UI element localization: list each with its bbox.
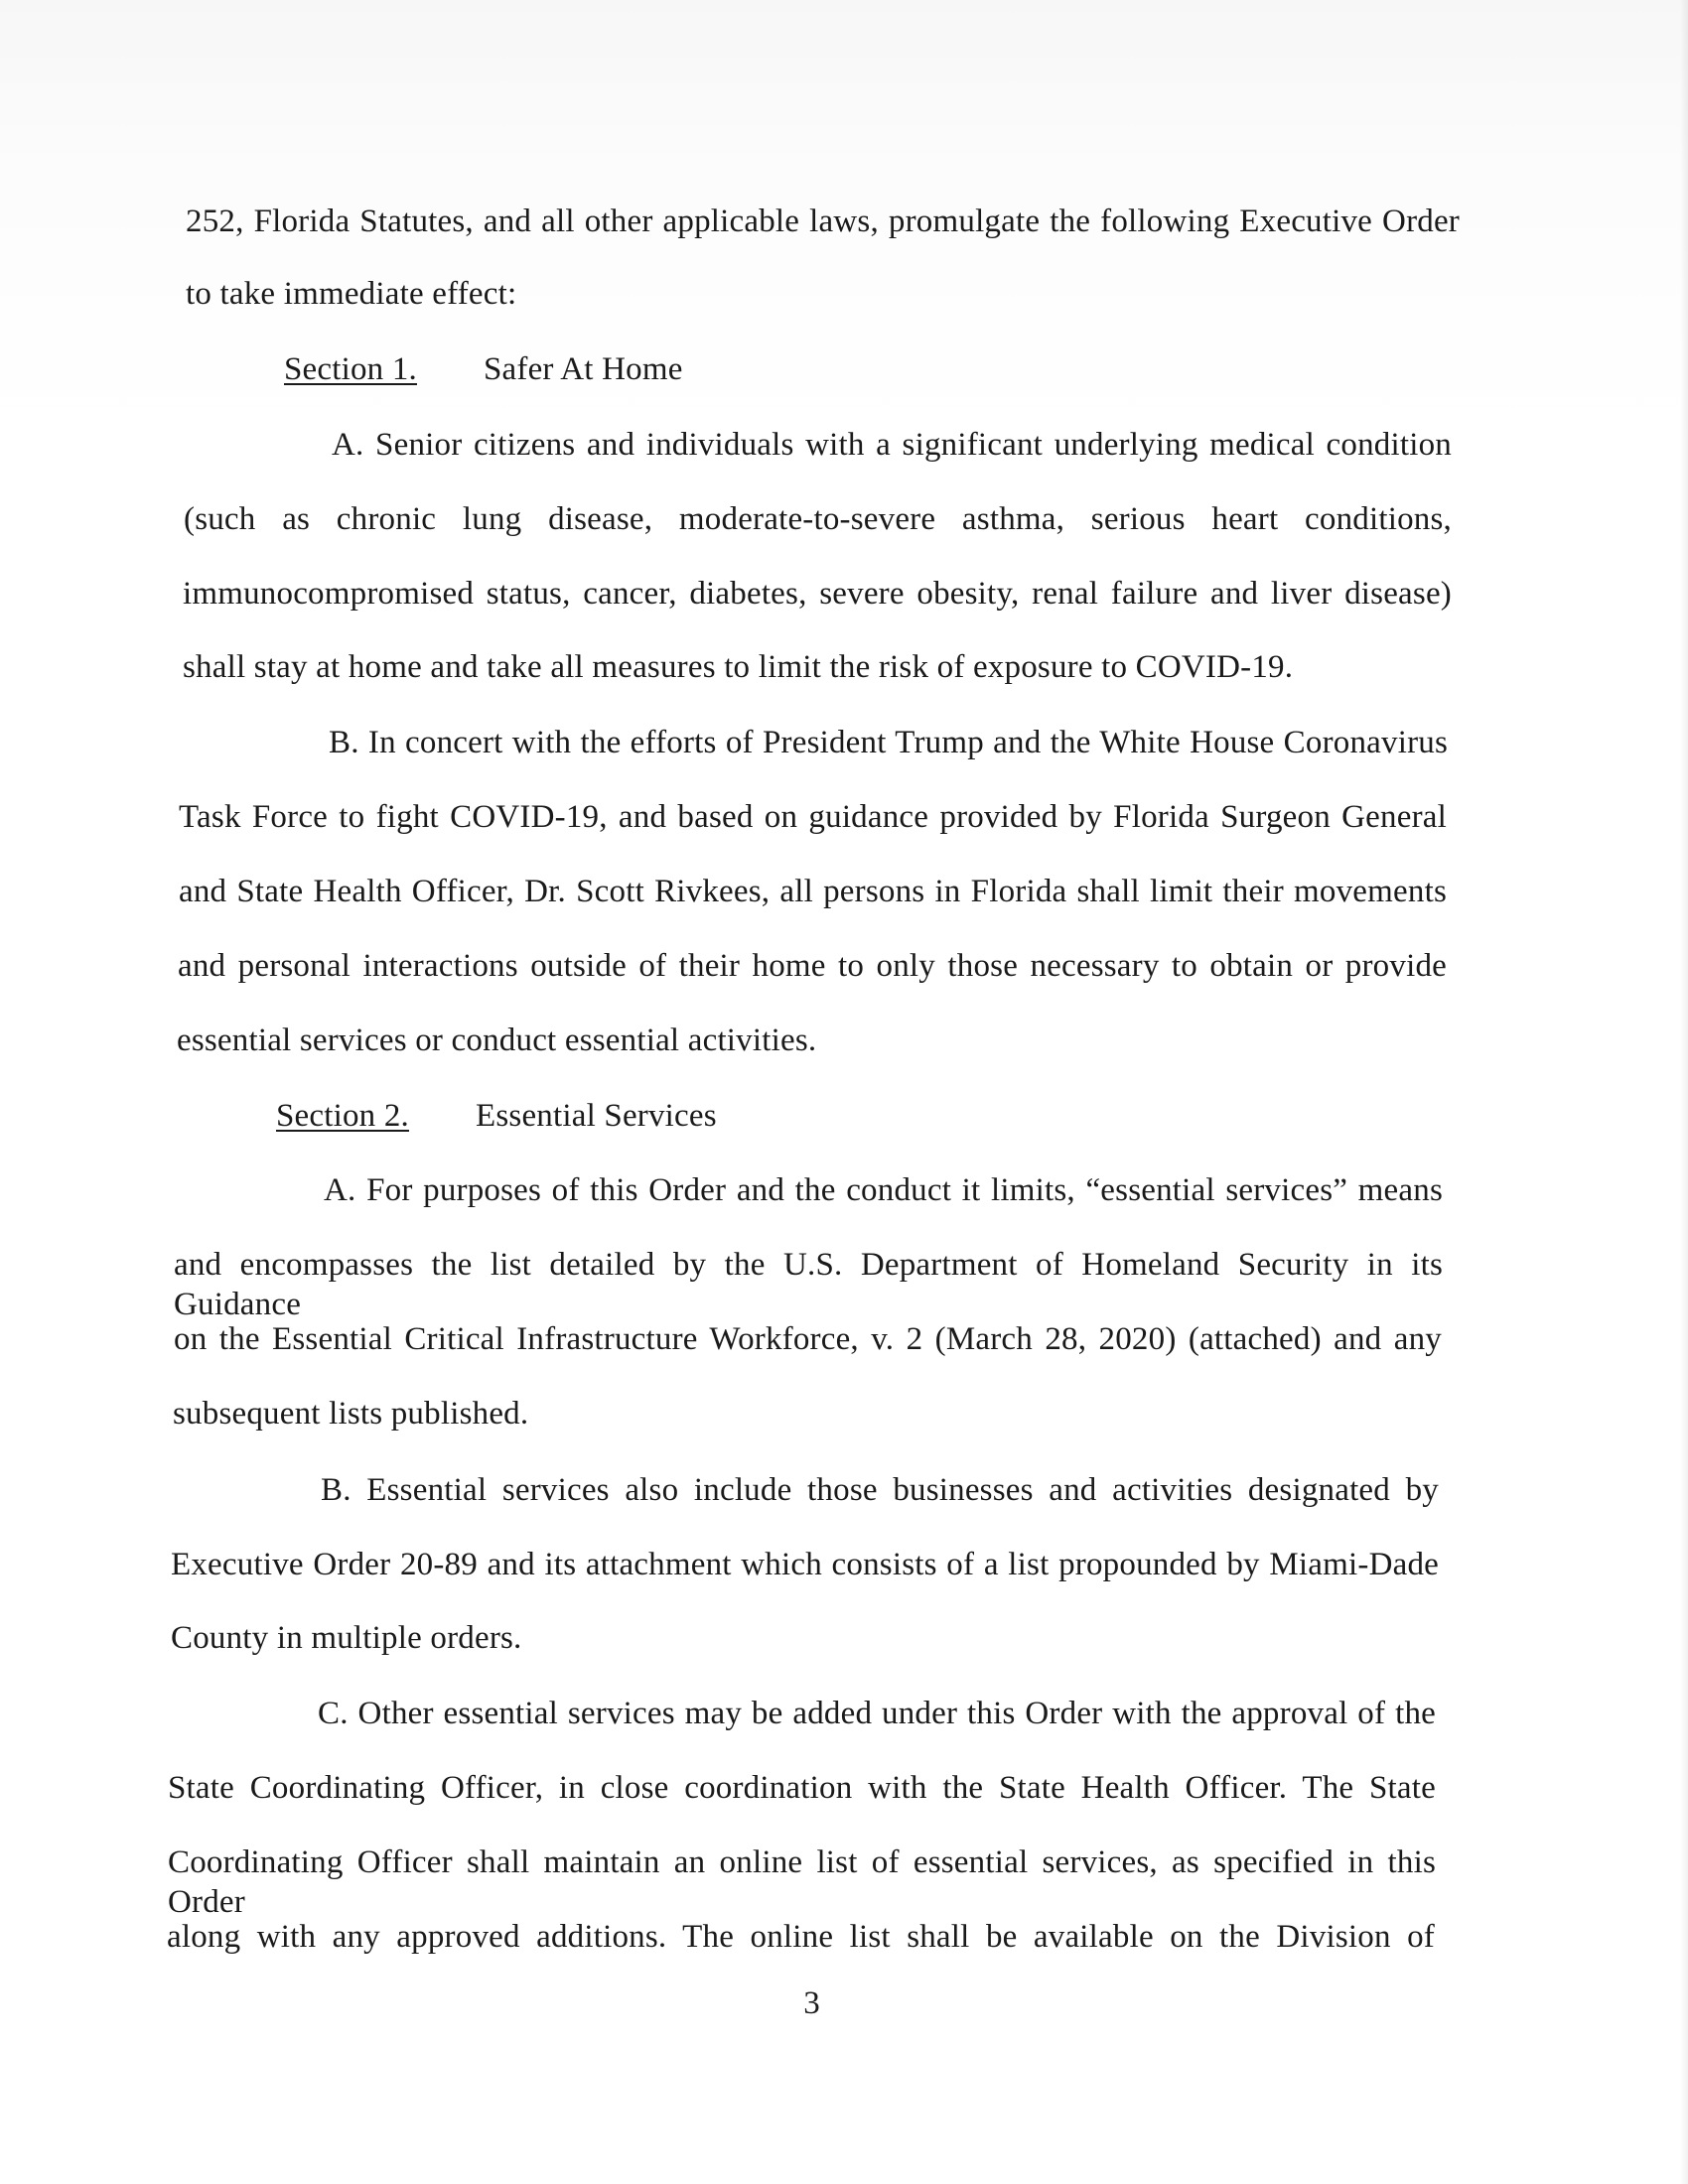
section-1-title: Safer At Home <box>484 351 683 387</box>
text-line: County in multiple orders. <box>171 1620 522 1656</box>
text-line: shall stay at home and take all measures to limit the risk of exposure to COVID-19. <box>183 649 1294 685</box>
text-line: to take immediate effect: <box>186 276 517 312</box>
text-line: and State Health Officer, Dr. Scott Rivkees, all persons in Florida shall limit their movements <box>179 874 1447 909</box>
text-line: subsequent lists published. <box>173 1396 529 1432</box>
text-line: Task Force to fight COVID-19, and based on guidance provided by Florida Surgeon General <box>179 799 1447 835</box>
text-line: A. For purposes of this Order and the conduct it limits, “essential services” means <box>324 1172 1443 1208</box>
text-line: Coordinating Officer shall maintain an online list of essential services, as specified in this Order <box>168 1844 1436 1920</box>
text-line: B. In concert with the efforts of President Trump and the White House Coronavirus <box>329 725 1448 760</box>
text-line: and encompasses the list detailed by the U.S. Department of Homeland Security in its Guidance <box>174 1247 1443 1322</box>
section-2-title: Essential Services <box>476 1098 717 1134</box>
text-line: B. Essential services also include those businesses and activities designated by <box>321 1472 1439 1508</box>
section-2-label: Section 2. <box>276 1098 409 1134</box>
text-line: Executive Order 20-89 and its attachment which consists of a list propounded by Miami-Dade <box>171 1547 1439 1582</box>
text-line: State Coordinating Officer, in close coordination with the State Health Officer. The State <box>168 1770 1436 1806</box>
text-line: (such as chronic lung disease, moderate-to-severe asthma, serious heart conditions, <box>184 501 1452 537</box>
text-line: C. Other essential services may be added under this Order with the approval of the <box>318 1696 1436 1731</box>
text-line: 252, Florida Statutes, and all other applicable laws, promulgate the following Executive Order <box>186 204 1460 239</box>
page-edge-shadow <box>1680 0 1688 2184</box>
text-line: along with any approved additions. The online list shall be available on the Division of <box>167 1919 1435 1955</box>
text-line: immunocompromised status, cancer, diabetes, severe obesity, renal failure and liver disease) <box>183 576 1452 612</box>
text-line: and personal interactions outside of their home to only those necessary to obtain or provide <box>178 948 1447 984</box>
text-line: A. Senior citizens and individuals with a significant underlying medical condition <box>332 427 1452 463</box>
section-1-label: Section 1. <box>284 351 417 387</box>
page-number: 3 <box>803 1985 820 2021</box>
text-line: essential services or conduct essential activities. <box>177 1023 817 1058</box>
text-line: on the Essential Critical Infrastructure Workforce, v. 2 (March 28, 2020) (attached) and any <box>174 1321 1442 1357</box>
